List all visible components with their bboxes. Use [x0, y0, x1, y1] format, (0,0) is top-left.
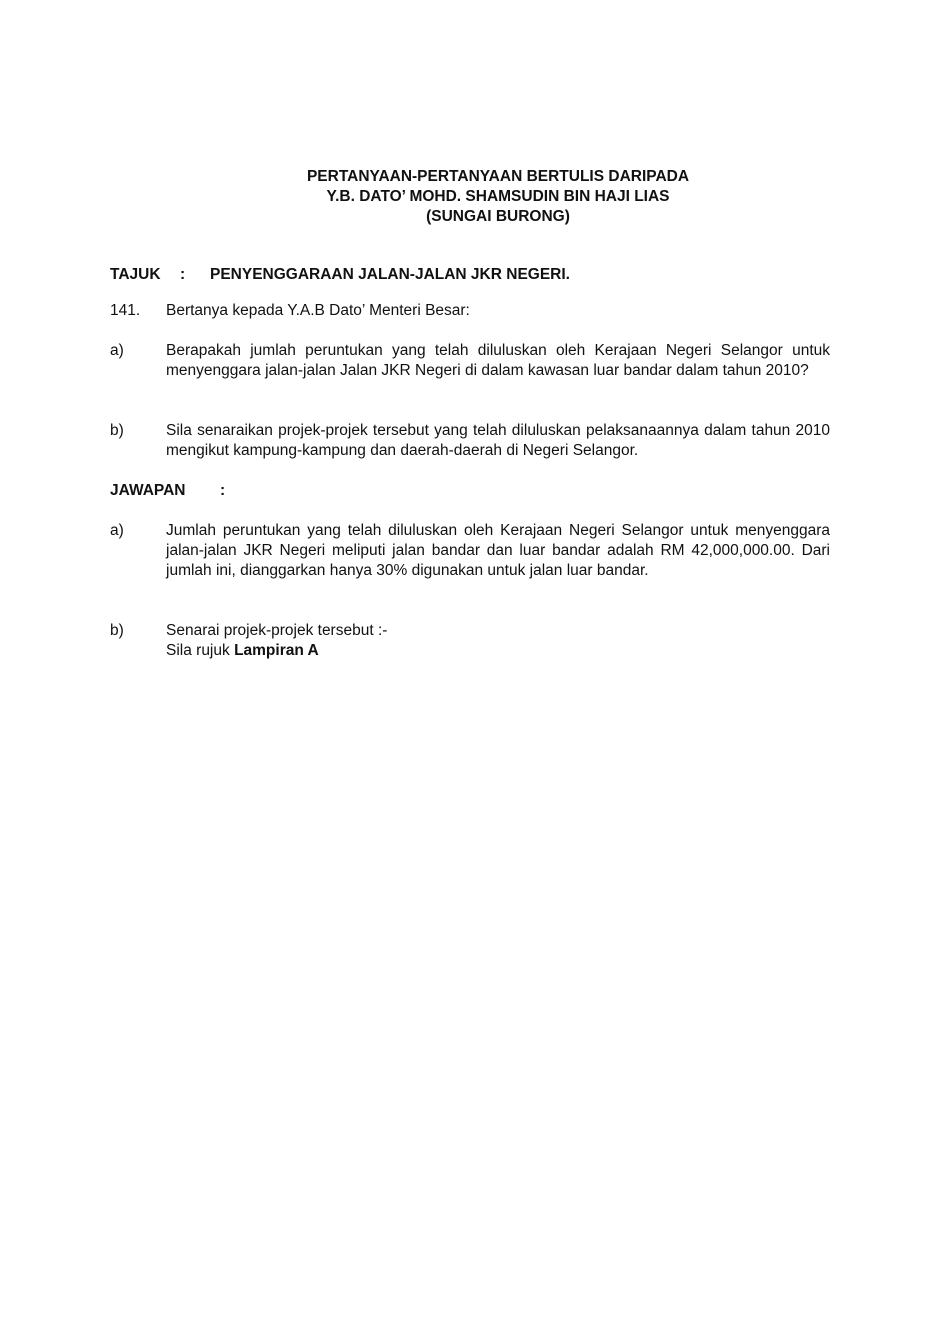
jawapan-item-a-text: Jumlah peruntukan yang telah diluluskan oleh Kerajaan Negeri Selangor untuk menyenggara jalan-jalan JKR Negeri meliputi jalan bandar dan luar bandar adalah RM 42,000,000.00. Dari jumlah ini, dianggarkan hanya 30% digunakan untuk jalan luar bandar.: [166, 522, 830, 579]
header-line-2: Y.B. DATO’ MOHD. SHAMSUDIN BIN HAJI LIAS: [326, 188, 670, 205]
question-item-a: [110, 341, 830, 401]
jawapan-item-b-label: b): [110, 622, 124, 639]
tajuk-label: TAJUK: [110, 266, 161, 283]
jawapan-item-b-line-2-prefix: Sila rujuk: [166, 642, 235, 659]
document-header: [58, 167, 938, 227]
jawapan-item-b: [110, 621, 830, 661]
jawapan-item-a: [110, 521, 830, 601]
question-item-b-label: b): [110, 422, 124, 439]
jawapan-label: JAWAPAN: [110, 482, 186, 499]
question-number: 141.: [110, 302, 141, 319]
question-item-a-text: Berapakah jumlah peruntukan yang telah diluluskan oleh Kerajaan Negeri Selangor untuk menyenggara jalan-jalan Jalan JKR Negeri di dalam kawasan luar bandar dalam tahun 2010?: [166, 342, 830, 379]
jawapan-item-a-label: a): [110, 522, 124, 539]
tajuk-colon: :: [180, 266, 186, 283]
question-intro: Bertanya kepada Y.A.B Dato’ Menteri Besar:: [166, 302, 470, 319]
header-line-1: PERTANYAAN-PERTANYAAN BERTULIS DARIPADA: [306, 168, 690, 185]
tajuk-row: [110, 265, 830, 285]
question-intro-row: [110, 301, 830, 321]
jawapan-item-b-line-1: Senarai projek-projek tersebut :-: [166, 622, 388, 639]
question-item-a-label: a): [110, 342, 124, 359]
jawapan-colon: :: [220, 482, 226, 499]
question-item-b-text: Sila senaraikan projek-projek tersebut yang telah diluluskan pelaksanaannya dalam tahun 2010 mengikut kampung-kampung dan daerah-daerah di Negeri Selangor.: [166, 422, 830, 459]
lampiran-a-reference: Lampiran A: [234, 642, 319, 659]
jawapan-item-b-content: [166, 621, 830, 661]
question-item-b: [110, 421, 830, 461]
jawapan-row: [110, 481, 830, 501]
tajuk-title: PENYENGGARAAN JALAN-JALAN JKR NEGERI.: [210, 266, 570, 283]
jawapan-item-b-line-2: [166, 641, 830, 661]
header-line-3: (SUNGAI BURONG): [426, 208, 570, 225]
